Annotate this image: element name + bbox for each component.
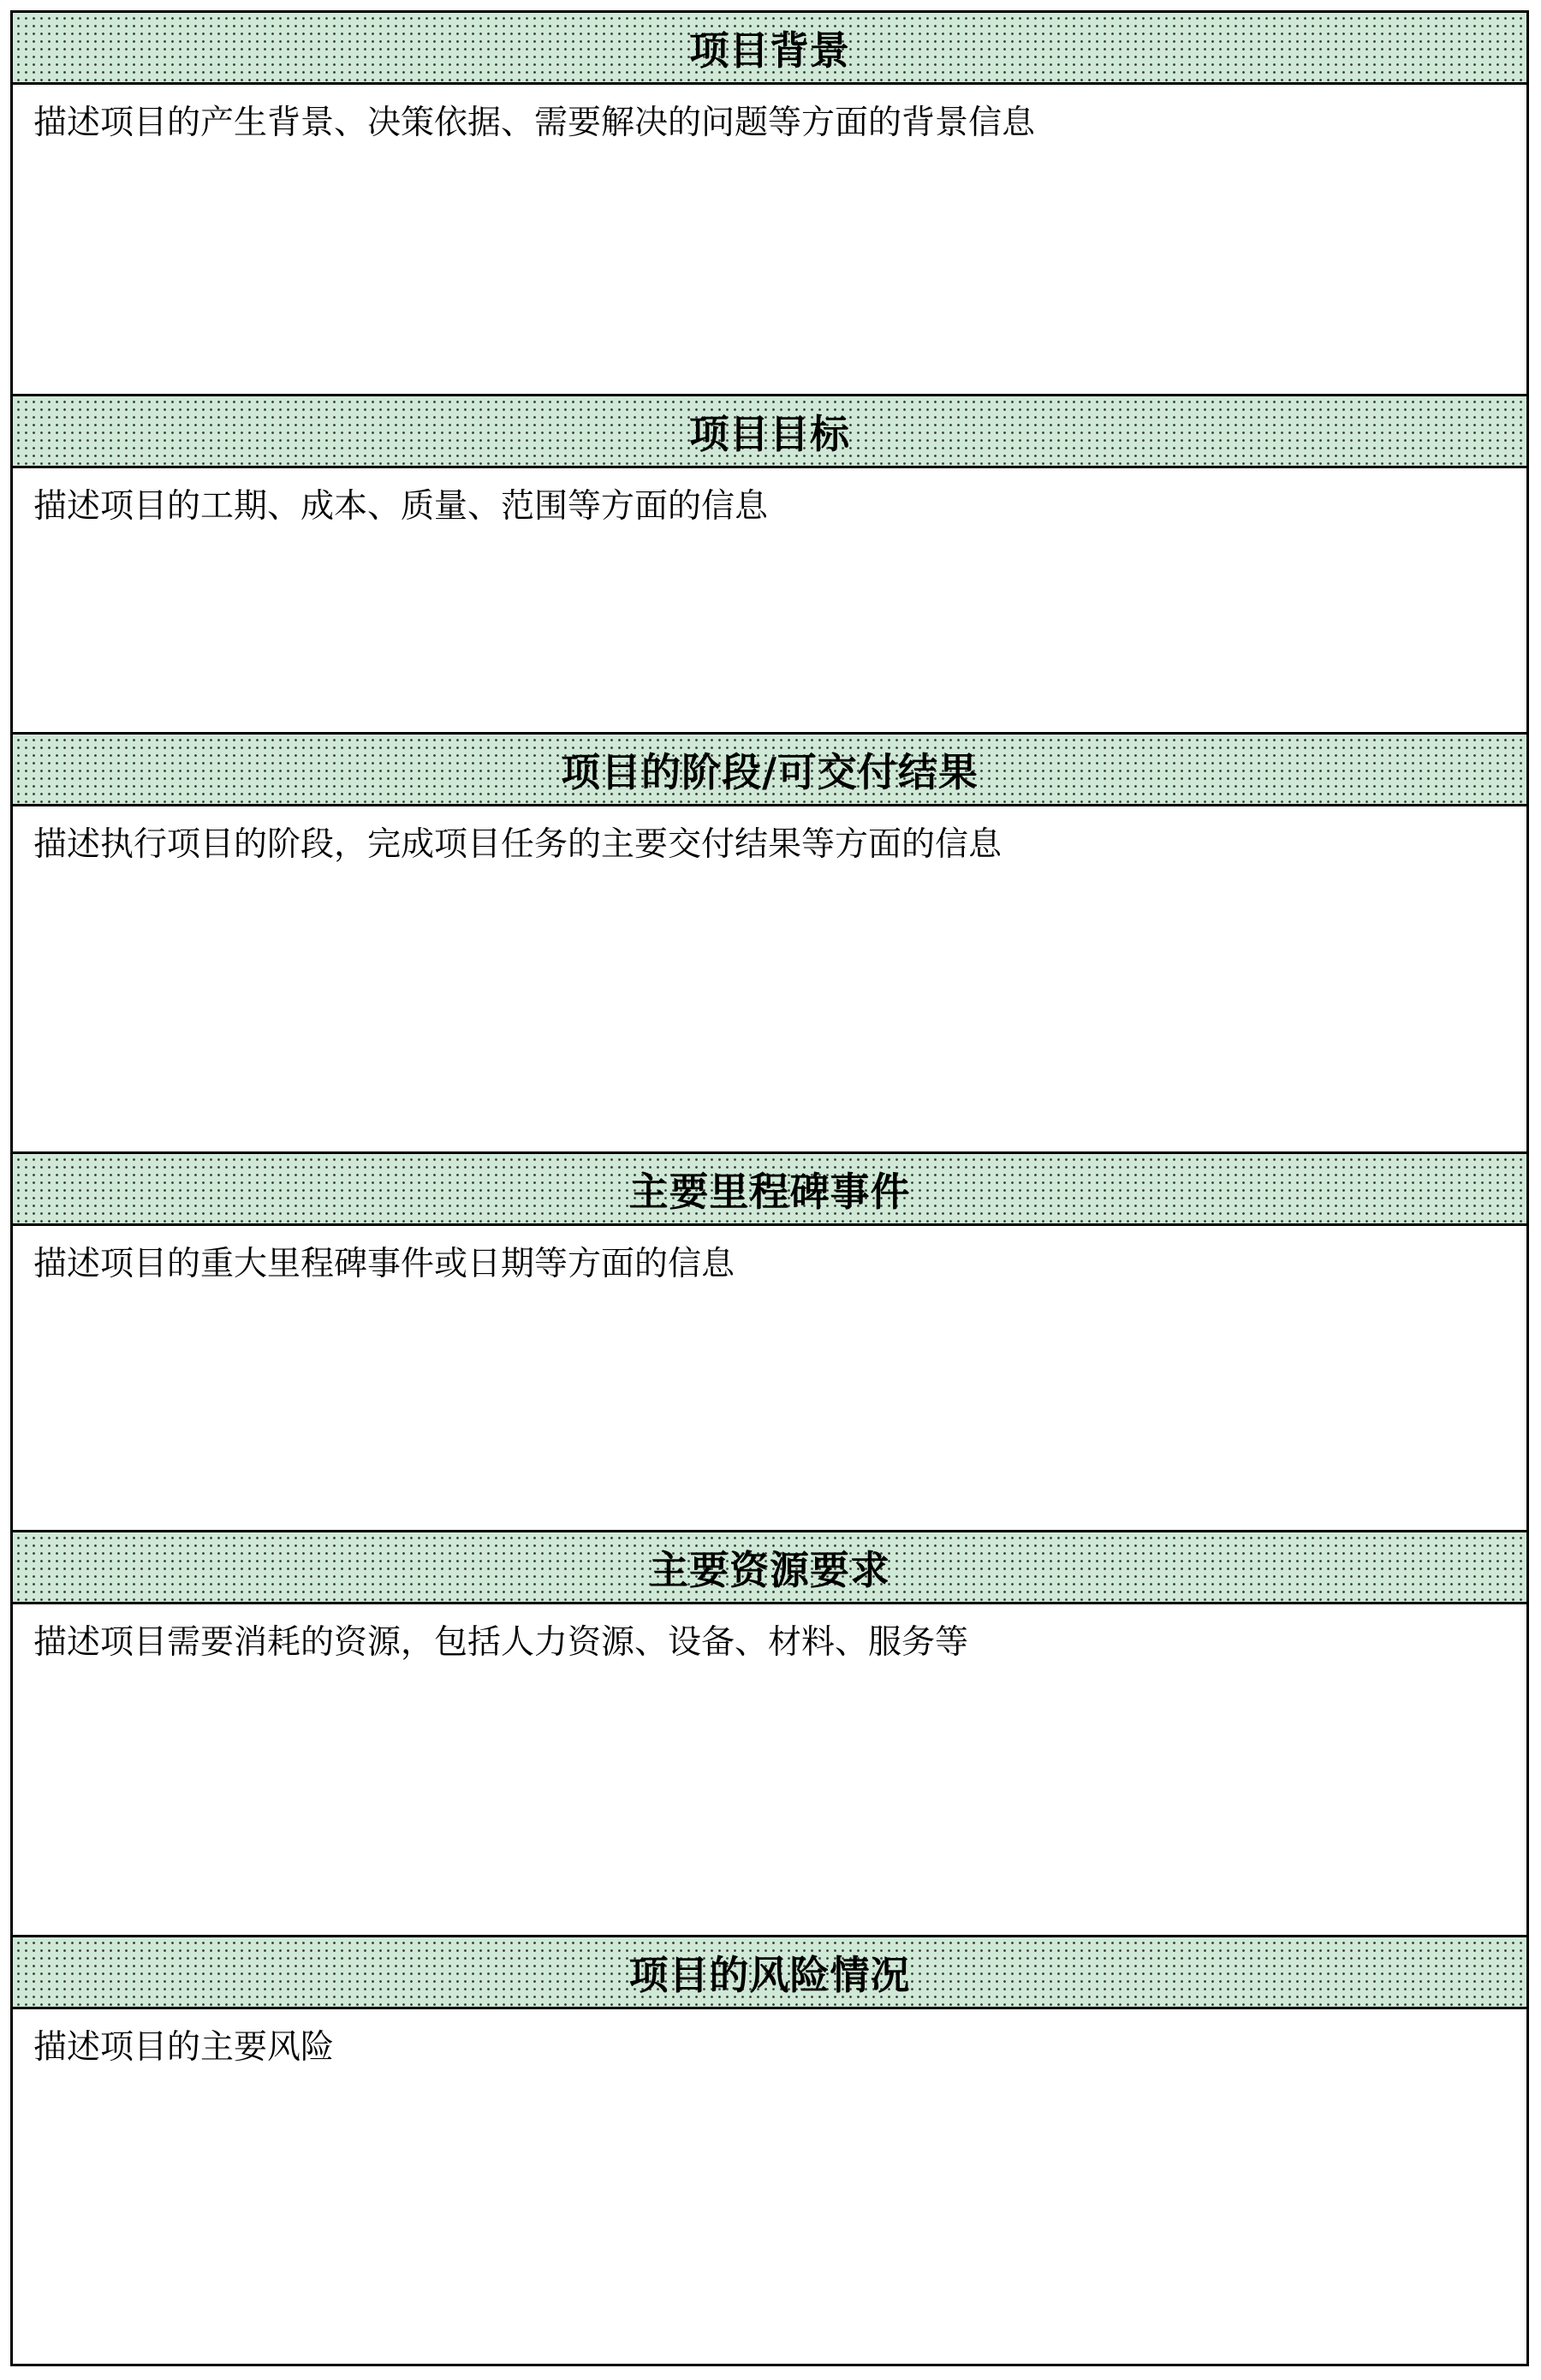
section-title-phases-deliverables: 项目的阶段/可交付结果 (561, 748, 979, 795)
section-description-phases-deliverables: 描述执行项目的阶段，完成项目任务的主要交付结果等方面的信息 (33, 825, 1003, 864)
section-body-risks (13, 2009, 1526, 2364)
section-description-background: 描述项目的产生背景、决策依据、需要解决的问题等方面的背景信息 (33, 104, 1036, 142)
section-header-background (13, 13, 1526, 85)
section-body-phases-deliverables (13, 806, 1526, 1154)
section-header-risks (13, 1937, 1526, 2009)
section-description-resources: 描述项目需要消耗的资源，包括人力资源、设备、材料、服务等 (33, 1623, 969, 1662)
section-description-milestones: 描述项目的重大里程碑事件或日期等方面的信息 (33, 1245, 735, 1283)
section-header-phases-deliverables (13, 735, 1526, 806)
section-header-milestones (13, 1154, 1526, 1226)
section-body-milestones (13, 1226, 1526, 1532)
section-title-background: 项目背景 (689, 27, 850, 74)
section-title-objectives: 项目目标 (689, 410, 850, 457)
section-body-resources (13, 1604, 1526, 1937)
section-body-objectives (13, 468, 1526, 735)
section-title-milestones: 主要里程碑事件 (628, 1168, 911, 1215)
section-description-risks: 描述项目的主要风险 (33, 2028, 335, 2067)
project-charter-table (10, 10, 1529, 2366)
section-title-resources: 主要资源要求 (649, 1546, 890, 1593)
section-title-risks: 项目的风险情况 (628, 1951, 911, 1998)
section-header-objectives (13, 396, 1526, 468)
section-header-resources (13, 1532, 1526, 1604)
section-description-objectives: 描述项目的工期、成本、质量、范围等方面的信息 (33, 487, 769, 526)
section-body-background (13, 85, 1526, 396)
